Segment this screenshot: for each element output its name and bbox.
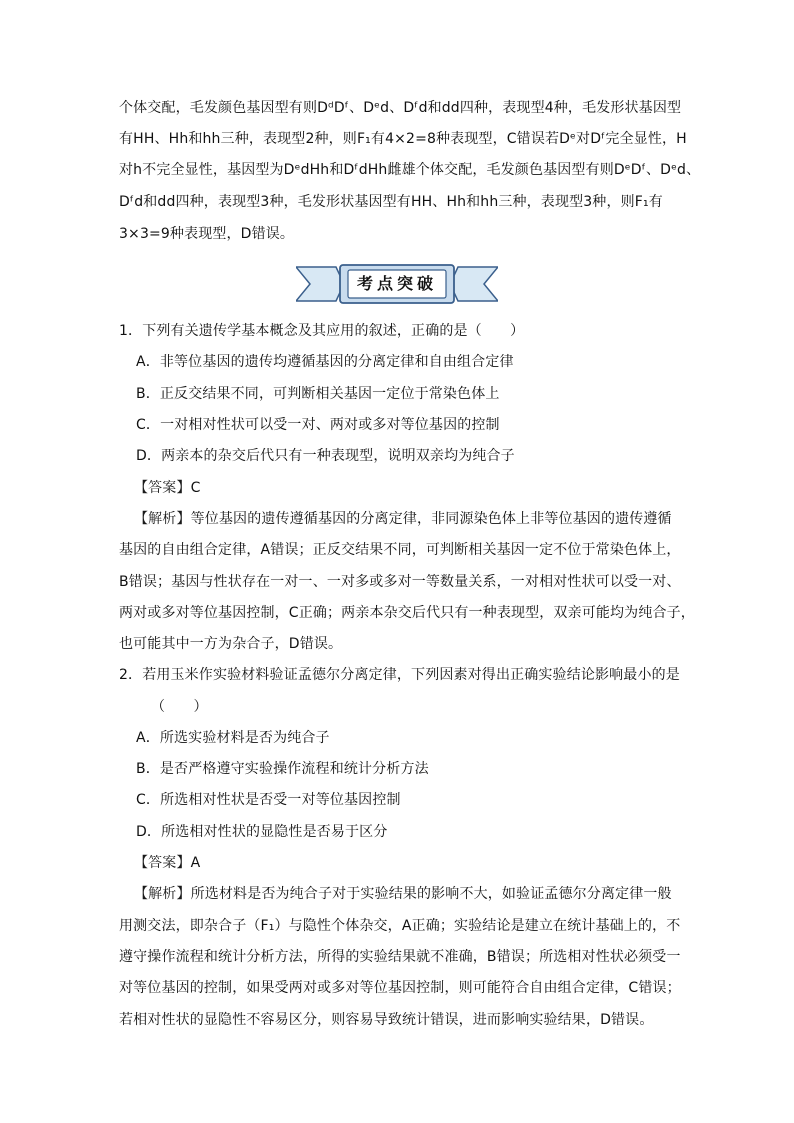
question-1-analysis-line-4: 两对或多对等位基因控制，C正确；两亲本杂交后代只有一种表现型，双亲可能均为纯合子，: [119, 605, 695, 621]
analysis-text: 所选材料是否为纯合子对于实验结果的影响不大，如验证孟德尔分离定律一般: [190, 886, 672, 902]
question-2-analysis-line-2: 用测交法，即杂合子（F₁）与隐性个体杂交，A正确；实验结论是建立在统计基础上的，不: [119, 918, 681, 934]
question-2-stem-line-2: （ ）: [151, 699, 208, 715]
intro-line-2: 有HH、Hh和hh三种，表现型2种，则F₁有4×2=8种表现型，C错误若Dᵉ对Dᶠ完全显性，H: [119, 131, 687, 147]
question-2-option-c: C．所选相对性状是否受一对等位基因控制: [136, 792, 401, 808]
question-1-option-a: A．非等位基因的遗传均遵循基因的分离定律和自由组合定律: [136, 354, 514, 370]
question-2-analysis-line-5: 若相对性状的显隐性不容易区分，则容易导致统计错误，进而影响实验结果，D错误。: [119, 1012, 654, 1028]
question-1-analysis-line-5: 也可能其中一方为杂合子，D错误。: [119, 636, 343, 652]
answer-label: 【答案】: [134, 480, 191, 496]
intro-line-3: 对h不完全显性，基因型为DᵉdHh和DᶠdHh雌雄个体交配，毛发颜色基因型有则DᵉDᶠ、Dᵉd、: [119, 162, 701, 178]
question-1-answer: [134, 478, 694, 498]
answer-value: C: [190, 480, 201, 496]
intro-line-5: 3×3=9种表现型，D错误。: [119, 226, 295, 242]
question-1-analysis-line-2: 基因的自由组合定律，A错误；正反交结果不同，可判断相关基因一定不位于常染色体上，: [119, 542, 681, 558]
question-2-option-a: A．所选实验材料是否为纯合子: [136, 730, 330, 746]
intro-line-4: Dᶠd和dd四种，表现型3种，毛发形状基因型有HH、Hh和hh三种，表现型3种，则F₁有: [119, 194, 663, 210]
question-1-analysis-line-1: [134, 509, 694, 529]
question-1-stem: 1．下列有关遗传学基本概念及其应用的叙述，正确的是（ ）: [119, 323, 525, 339]
analysis-text: 等位基因的遗传遵循基因的分离定律，非同源染色体上非等位基因的遗传遵循: [190, 511, 672, 527]
analysis-label: 【解析】: [134, 511, 191, 527]
section-banner: [296, 263, 498, 305]
question-2-analysis-line-3: 遵守操作流程和统计分析方法，所得的实验结果就不准确，B错误；所选相对性状必须受一: [119, 949, 681, 965]
question-2-option-b: B．是否严格遵守实验操作流程和统计分析方法: [136, 761, 429, 777]
question-2-option-d: D．所选相对性状的显隐性是否易于区分: [136, 824, 388, 840]
question-2-answer: [134, 853, 694, 873]
question-1-analysis-line-3: B错误；基因与性状存在一对一、一对多或多对一等数量关系，一对相对性状可以受一对、: [119, 574, 681, 590]
question-1-option-c: C．一对相对性状可以受一对、两对或多对等位基因的控制: [136, 417, 500, 433]
question-2-stem-line-1: 2．若用玉米作实验材料验证孟德尔分离定律，下列因素对得出正确实验结论影响最小的是: [119, 667, 680, 683]
banner-title: 考点突破: [356, 274, 437, 293]
question-2-analysis-line-1: [134, 884, 694, 904]
question-2-analysis-line-4: 对等位基因的控制，如果受两对或多对等位基因控制，则可能符合自由组合定律，C错误；: [119, 980, 681, 996]
answer-label: 【答案】: [134, 855, 191, 871]
intro-line-1: 个体交配，毛发颜色基因型有则DᵈDᶠ、Dᵉd、Dᶠd和dd四种，表现型4种，毛发形状基因型: [119, 100, 682, 116]
question-1-option-b: B．正反交结果不同，可判断相关基因一定位于常染色体上: [136, 386, 500, 402]
answer-value: A: [190, 855, 201, 871]
analysis-label: 【解析】: [134, 886, 191, 902]
question-1-option-d: D．两亲本的杂交后代只有一种表现型，说明双亲均为纯合子: [136, 448, 515, 464]
